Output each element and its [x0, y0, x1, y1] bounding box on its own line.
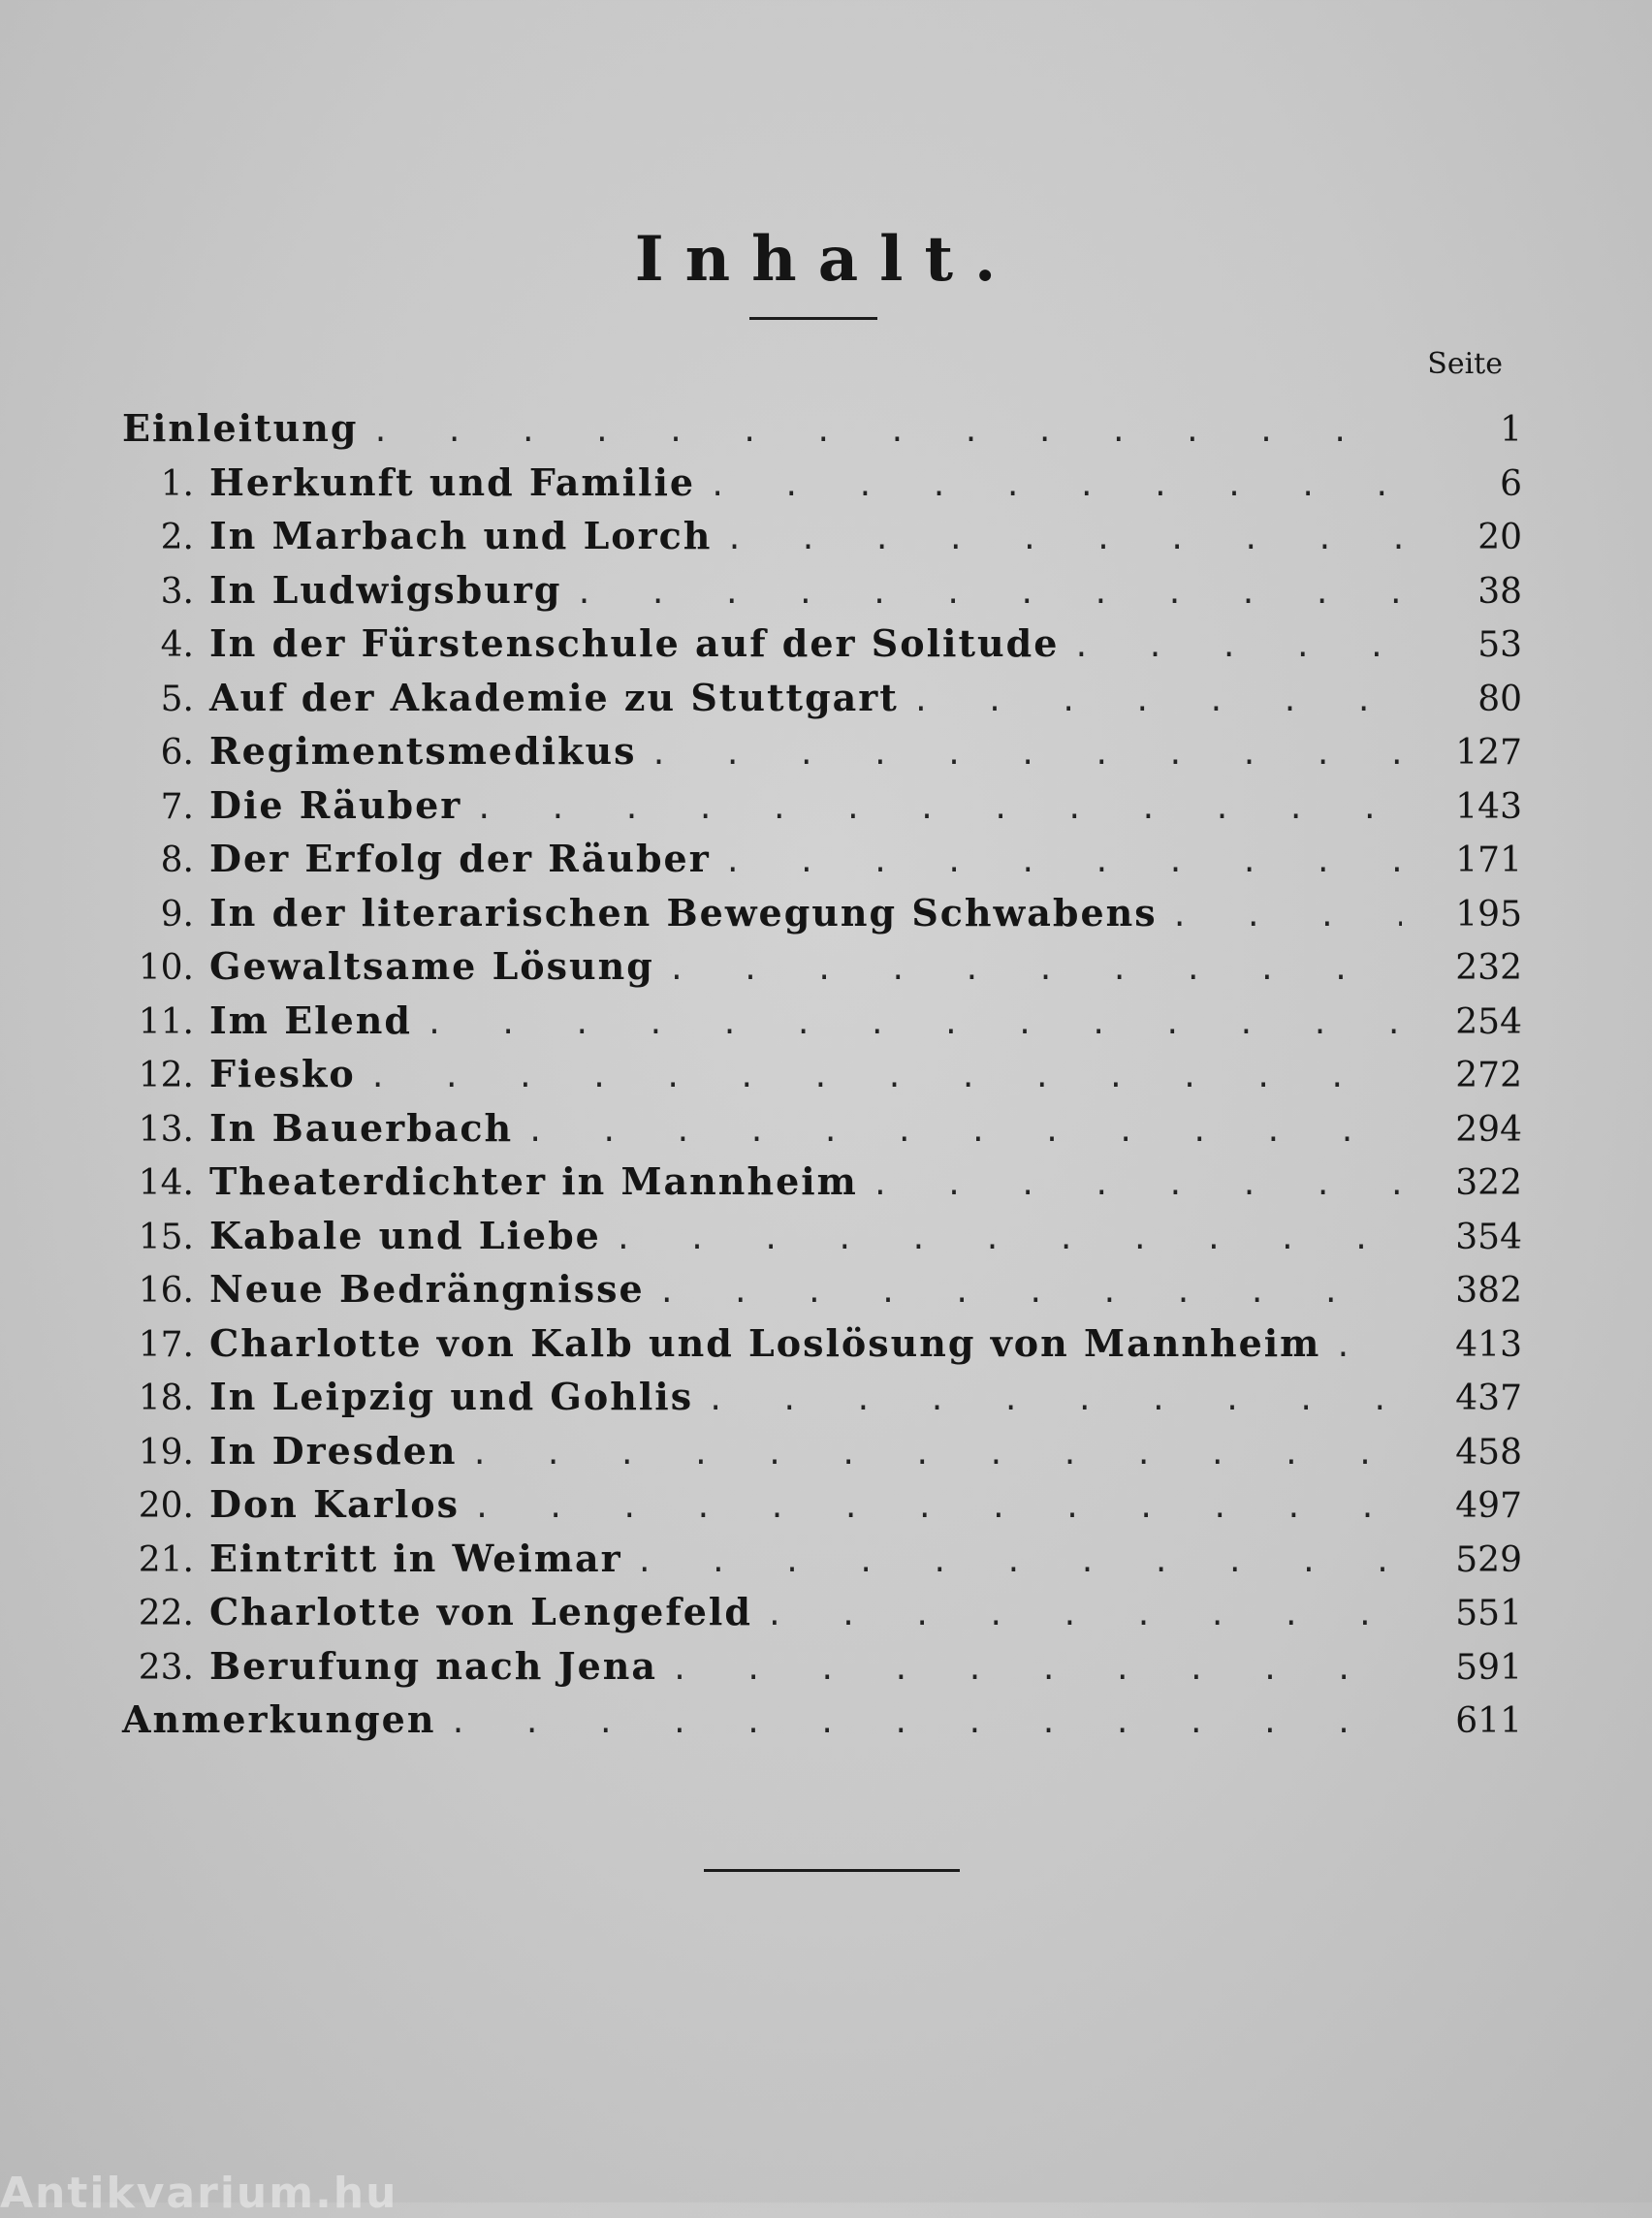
chapter-title: Die Räuber	[209, 782, 462, 827]
chapter-title: In der Fürstenschule auf der Solitude	[209, 621, 1060, 665]
dot-leader	[872, 1158, 1402, 1213]
dot-leader	[636, 1536, 1402, 1590]
toc-entry	[116, 456, 1522, 510]
page-number: 171	[1455, 840, 1522, 880]
page-title: Inhalt.	[634, 222, 1018, 296]
page-number: 294	[1455, 1109, 1522, 1150]
toc-entry	[116, 1101, 1522, 1156]
toc-entry	[116, 563, 1522, 618]
page-number: 6	[1500, 463, 1522, 504]
dot-leader	[471, 1428, 1402, 1482]
page-number: 591	[1455, 1647, 1522, 1688]
dot-leader	[725, 513, 1402, 567]
chapter-title: Einleitung	[122, 406, 359, 450]
dot-leader	[575, 567, 1402, 621]
dot-leader	[426, 998, 1402, 1052]
dot-leader	[1334, 1320, 1402, 1375]
chapter-title: Herkunft und Familie	[209, 459, 696, 504]
dot-leader	[766, 1589, 1402, 1643]
page-number: 1	[1500, 410, 1522, 450]
page-number: 611	[1455, 1701, 1522, 1741]
chapter-title: In Marbach und Lorch	[209, 514, 713, 557]
page-number: 382	[1455, 1271, 1522, 1311]
toc-entry	[116, 994, 1522, 1048]
dot-leader	[475, 782, 1402, 837]
toc-entry	[116, 1316, 1522, 1371]
chapter-number: 17.	[138, 1324, 194, 1365]
chapter-title: Fiesko	[209, 1052, 356, 1095]
chapter-number: 23.	[138, 1647, 194, 1688]
chapter-number: 1.	[160, 463, 194, 504]
dot-leader	[724, 836, 1402, 890]
toc-entry	[116, 401, 1522, 456]
dot-leader	[615, 1213, 1402, 1267]
dot-leader	[650, 728, 1402, 782]
toc-entry	[116, 1585, 1522, 1639]
chapter-number: 13.	[138, 1109, 194, 1150]
page-number: 551	[1455, 1594, 1522, 1633]
table-of-contents	[116, 401, 1522, 1747]
toc-entry	[116, 724, 1522, 778]
toc-entry	[116, 1209, 1522, 1263]
page-number: 232	[1455, 948, 1522, 988]
dot-leader	[1171, 890, 1402, 944]
dot-leader	[671, 1643, 1402, 1697]
chapter-title: Neue Bedrängnisse	[209, 1267, 645, 1311]
chapter-number: 2.	[160, 518, 194, 557]
chapter-number: 9.	[160, 894, 194, 935]
chapter-number: 14.	[138, 1163, 194, 1203]
chapter-title: Kabale und Liebe	[209, 1213, 601, 1257]
chapter-number: 10.	[138, 948, 194, 988]
chapter-number: 19.	[138, 1432, 194, 1473]
page-number: 195	[1455, 894, 1522, 935]
chapter-title: Charlotte von Kalb und Loslösung von Mannheim	[209, 1320, 1321, 1365]
page-number: 458	[1455, 1432, 1522, 1473]
toc-entry	[116, 886, 1522, 940]
page-number: 272	[1455, 1056, 1522, 1095]
chapter-title: Regimentsmedikus	[209, 729, 637, 773]
chapter-number: 4.	[160, 625, 194, 665]
title-divider	[749, 317, 877, 320]
chapter-number: 7.	[160, 786, 194, 827]
chapter-title: Im Elend	[209, 998, 412, 1042]
chapter-title: Der Erfolg der Räuber	[209, 837, 711, 880]
dot-leader	[449, 1696, 1402, 1751]
toc-entry	[116, 778, 1522, 833]
dot-leader	[369, 1051, 1402, 1105]
toc-entry	[116, 1532, 1522, 1586]
dot-leader	[1072, 620, 1402, 675]
chapter-title: In Ludwigsburg	[209, 567, 562, 612]
chapter-title: In Leipzig und Gohlis	[209, 1375, 694, 1418]
page-number: 497	[1455, 1486, 1522, 1526]
toc-entry	[116, 1693, 1522, 1747]
page-number: 254	[1455, 1001, 1522, 1042]
dot-leader	[912, 675, 1402, 729]
chapter-title: Don Karlos	[209, 1482, 461, 1526]
toc-entry	[116, 1155, 1522, 1209]
chapter-number: 18.	[138, 1378, 194, 1418]
chapter-number: 6.	[160, 733, 194, 773]
toc-entry	[116, 1370, 1522, 1424]
chapter-title: Anmerkungen	[122, 1697, 436, 1741]
toc-entry	[116, 671, 1522, 725]
toc-entry	[116, 1047, 1522, 1101]
dot-leader	[526, 1105, 1402, 1159]
chapter-number: 20.	[138, 1486, 194, 1526]
toc-entry	[116, 832, 1522, 886]
page-column-header: Seite	[1427, 347, 1503, 381]
toc-entry	[116, 617, 1522, 671]
toc-entry	[116, 1639, 1522, 1694]
chapter-title: In Dresden	[209, 1428, 458, 1473]
page-number: 20	[1477, 518, 1522, 557]
chapter-number: 8.	[160, 840, 194, 880]
page-number: 529	[1455, 1539, 1522, 1580]
chapter-number: 21.	[138, 1539, 194, 1580]
chapter-title: Auf der Akademie zu Stuttgart	[209, 675, 899, 719]
page-number: 127	[1455, 733, 1522, 773]
page-number: 53	[1477, 625, 1522, 665]
page-number: 38	[1477, 571, 1522, 612]
chapter-title: Berufung nach Jena	[209, 1643, 657, 1688]
chapter-number: 22.	[138, 1594, 194, 1633]
toc-entry	[116, 1424, 1522, 1478]
chapter-number: 3.	[160, 571, 194, 612]
page-number: 322	[1455, 1163, 1522, 1203]
chapter-number: 15.	[138, 1217, 194, 1257]
toc-entry	[116, 509, 1522, 563]
dot-leader	[658, 1266, 1402, 1320]
dot-leader	[473, 1481, 1402, 1536]
chapter-number: 12.	[138, 1056, 194, 1095]
dot-leader	[707, 1374, 1402, 1428]
dot-leader	[371, 405, 1402, 459]
bottom-divider	[704, 1869, 960, 1872]
chapter-title: Charlotte von Lengefeld	[209, 1590, 752, 1633]
toc-entry	[116, 1262, 1522, 1316]
page-number: 413	[1455, 1324, 1522, 1365]
page-number: 354	[1455, 1217, 1522, 1257]
chapter-title: Gewaltsame Lösung	[209, 944, 654, 988]
dot-leader	[709, 459, 1402, 514]
chapter-title: Eintritt in Weimar	[209, 1536, 622, 1580]
chapter-number: 11.	[138, 1001, 194, 1042]
page-number: 80	[1477, 679, 1522, 719]
page-number: 437	[1455, 1378, 1522, 1418]
page-number: 143	[1455, 786, 1522, 827]
chapter-number: 5.	[160, 679, 194, 719]
chapter-title: Theaterdichter in Mannheim	[209, 1159, 858, 1203]
chapter-title: In der literarischen Bewegung Schwabens	[209, 890, 1158, 935]
watermark: Antikvarium.hu	[0, 2169, 398, 2218]
dot-leader	[668, 943, 1402, 998]
toc-entry	[116, 1477, 1522, 1532]
chapter-number: 16.	[138, 1271, 194, 1311]
toc-entry	[116, 939, 1522, 994]
chapter-title: In Bauerbach	[209, 1105, 514, 1150]
